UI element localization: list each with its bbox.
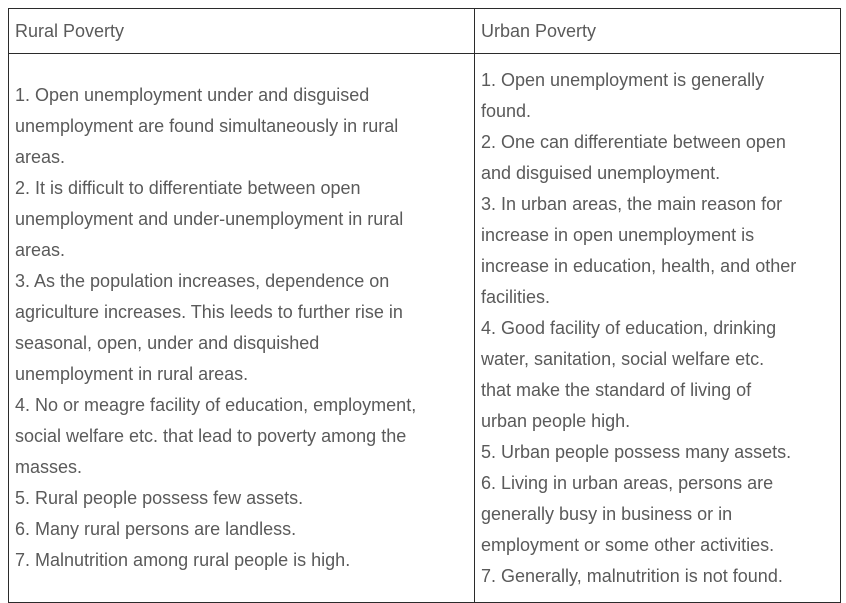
rural-text-line: unemployment are found simultaneously in rural xyxy=(15,116,399,136)
rural-text-line: 7. Malnutrition among rural people is high. xyxy=(15,550,351,570)
rural-text-line: unemployment in rural areas. xyxy=(15,364,249,384)
rural-poverty-cell xyxy=(9,54,475,603)
urban-text-line: that make the standard of living of xyxy=(481,379,752,400)
rural-text-line: agriculture increases. This leeds to further rise in xyxy=(15,302,403,322)
rural-text-line: 1. Open unemployment under and disguised xyxy=(15,85,370,105)
header-urban-poverty: Urban Poverty xyxy=(475,9,841,54)
urban-text-line: increase in education, health, and other xyxy=(481,255,797,276)
rural-text-line: seasonal, open, under and disquished xyxy=(15,333,320,353)
content-row xyxy=(9,54,841,603)
rural-text-line: 3. As the population increases, dependence on xyxy=(15,271,390,291)
urban-text-line: 7. Generally, malnutrition is not found. xyxy=(481,565,783,586)
rural-text-line: masses. xyxy=(15,457,83,477)
rural-text-line: 5. Rural people possess few assets. xyxy=(15,488,304,508)
urban-text-line: 3. In urban areas, the main reason for xyxy=(481,193,783,214)
urban-text-line: urban people high. xyxy=(481,410,631,431)
urban-text-line: found. xyxy=(481,100,532,121)
rural-text-line: unemployment and under-unemployment in rural xyxy=(15,209,404,229)
urban-text-line: 5. Urban people possess many assets. xyxy=(481,441,792,462)
header-row xyxy=(9,9,841,54)
rural-text-line: 2. It is difficult to differentiate between open xyxy=(15,178,361,198)
urban-text-line: employment or some other activities. xyxy=(481,534,775,555)
rural-text-line: 6. Many rural persons are landless. xyxy=(15,519,297,539)
rural-text-line: areas. xyxy=(15,240,66,260)
header-rural-poverty: Rural Poverty xyxy=(9,9,475,54)
comparison-table xyxy=(8,8,841,603)
urban-poverty-cell xyxy=(475,54,841,603)
rural-text-line: 4. No or meagre facility of education, employment, xyxy=(15,395,417,415)
rural-text-line: social welfare etc. that lead to poverty among the xyxy=(15,426,407,446)
urban-text-line: facilities. xyxy=(481,286,551,307)
urban-text-line: 1. Open unemployment is generally xyxy=(481,69,765,90)
urban-text-line: 6. Living in urban areas, persons are xyxy=(481,472,774,493)
urban-text-line: and disguised unemployment. xyxy=(481,162,721,183)
rural-text-line: areas. xyxy=(15,147,66,167)
urban-text-line: generally busy in business or in xyxy=(481,503,733,524)
urban-text-line: 4. Good facility of education, drinking xyxy=(481,317,777,338)
urban-text-line: water, sanitation, social welfare etc. xyxy=(481,348,765,369)
urban-text-line: increase in open unemployment is xyxy=(481,224,755,245)
urban-text-line: 2. One can differentiate between open xyxy=(481,131,786,152)
